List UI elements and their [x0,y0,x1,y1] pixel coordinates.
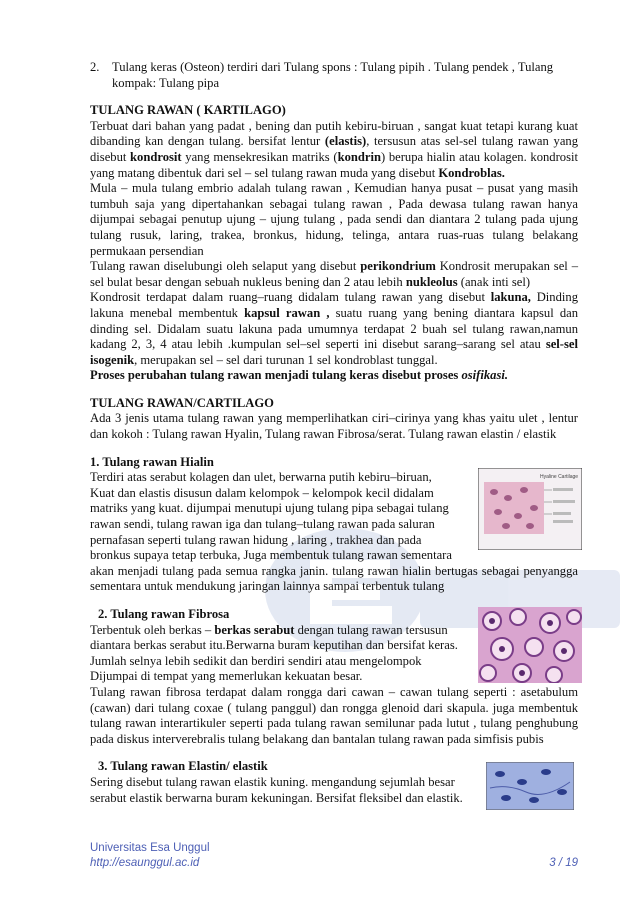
footer-url[interactable]: http://esaunggul.ac.id [90,857,200,869]
page-content [90,60,578,806]
paragraph-osifikasi: Proses perubahan tulang rawan menjadi tulang keras disebut proses osifikasi. [90,368,509,383]
list-text: Tulang keras (Osteon) terdiri dari Tulang spons : Tulang pipih . Tulang pendek , Tulang kompak: Tulang pipa [112,60,554,90]
fibrous-cartilage-image [478,607,582,683]
paragraph-kartilago-2: Mula – mula tulang embrio adalah tulang rawan , Kemudian hanya pusat – pusat yang masih tumbuh saja yang dipertahankan sebagai tulang rawan , Pada dewasa tulang rawan hanya dijumpai sebagai penutup ujung – ujung tulang , pada sendi dan diantara 2 tulang pada ujung tulang rusuk, laring, trakea, bronkus, hidung, telinga, antara ruas-ruas tulang belakang permukaan persendian [90,181,578,258]
paragraph-hialin-cont: akan menjadi tulang pada semua rangka janin. tulang rawan hialin bertugas sebagai penyangga sementara untuk mendukung jaringan lainnya sampai terbentuk tulang [90,563,578,594]
fibrosa-lines: Terbentuk oleh berkas – berkas serabut dengan tulang rawan tersusun diantara berkas serabut itu.Berwarna buram keputihan dan bersifat keras. Jumlah selnya lebih sedikit dan berdiri sendiri atau mengelompok Dijumpai di tempat yang memerlukan kekuatan besar. [90,622,458,684]
paragraph-kartilago-3: Tulang rawan diselubungi oleh selaput yang disebut perikondrium Kondrosit merupakan sel –sel bulat besar dengan sebuah nukleus bening dan 2 atau lebih nukleolus (anak inti sel) [90,259,578,289]
heading-fibrosa: 2. Tulang rawan Fibrosa [98,607,230,621]
paragraph-kartilago-1: Terbuat dari bahan yang padat , bening dan putih kebiru-biruan , sangat kuat tetapi kurang kuat dibanding kan dengan tulang. bersifat lentur (elastis), tersusun atas sel-sel tulang rawan yang disebut kondrosit yang mensekresikan matriks (kondrin) berupa hialin atau kolagen. kondrosit yang matang dibentuk dari sel – sel tulang rawan muda yang disebut Kondroblas. [90,118,578,180]
page-footer [90,841,578,871]
hyaline-cartilage-image [478,468,582,550]
page-number: 3 / 19 [549,857,578,869]
footer-university: Universitas Esa Unggul [90,842,210,854]
paragraph-fibrosa-cont: Tulang rawan fibrosa terdapat dalam rongga dari cawan – cawan tulang seperti : asetabulum (cawan) dari tulang coxae ( tulang panggul) dan rongga glenoid dari skapula. juga membentuk tulang rawan interartikuler seperti pada tulang rawan semilunar pada lutut , tulang penghubung pada diskus interverebralis tulang belakang dan bantalan tulang rawan pada simfisis pubis [90,684,578,746]
hialin-lines: Terdiri atas serabut kolagen dan ulet, berwarna putih kebiru–biruan, Kuat dan elastis disusun dalam kelompok – kelompok kecil didalam matriks yang kuat. dijumpai menutupi ujung tulang pipa sebagai tulang rawan sendi, tulang rawan iga dan tulang–tulang rawan pada saluran pernafasan seperti tulang rawan hidung , laring , trakhea dan pada bronkus supaya tetap terbuka, Juga membentuk tulang rawan sementara [90,470,452,563]
elastin-lines: Sering disebut tulang rawan elastik kuning. mengandung sejumlah besar serabut elastik berwarna buram kekuningan. Bersifat fleksibel dan elastik. [90,774,463,805]
svg-text:Hyaline Cartilage: Hyaline Cartilage [540,474,579,480]
paragraph-cartilago-types: Ada 3 jenis utama tulang rawan yang memperlihatkan ciri–cirinya yang khas yaitu ulet , lentur dan kokoh : Tulang rawan Hyalin, Tulang rawan Fibrosa/serat. Tulang rawan elastin / elastik [90,411,578,442]
elastic-cartilage-image [486,762,574,810]
list-item-2 [90,60,578,91]
paragraph-kartilago-4: Kondrosit terdapat dalam ruang–ruang didalam tulang rawan yang disebut lakuna, Dinding lakuna menebal membentuk kapsul rawan , suatu ruang yang bening diantara kapsul dan dinding sel. Didalam suatu lakuna pada umumnya terdapat 2 buah sel tulang rawan,namun kadang 2, 3, 4 atau lebih .kumpulan sel–sel seperti ini disebut sarang–sarang sel atau sel-sel isogenik, merupakan sel – sel dari turunan 1 sel kondroblast tunggal. [90,290,579,367]
heading-elastin: 3. Tulang rawan Elastin/ elastik [98,759,268,774]
list-number: 2. [90,60,100,74]
section-heading-kartilago: TULANG RAWAN ( KARTILAGO) [90,103,286,118]
section-heading-cartilago: TULANG RAWAN/CARTILAGO [90,395,274,410]
heading-hialin: 1. Tulang rawan Hialin [90,454,214,469]
